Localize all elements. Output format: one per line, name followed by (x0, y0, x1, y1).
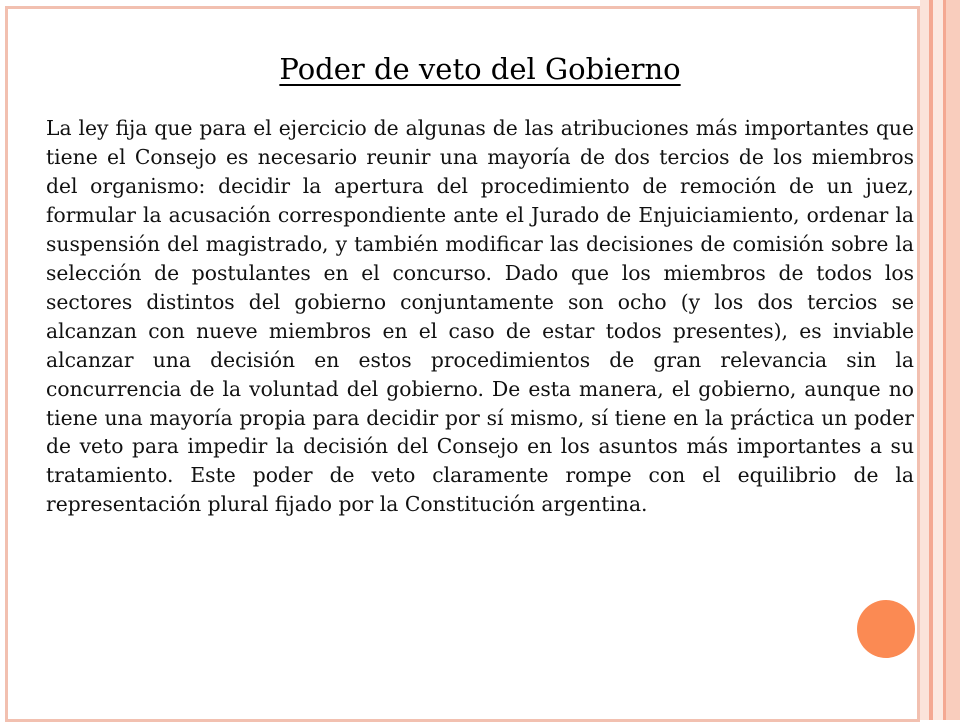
slide-body-text: La ley fija que para el ejercicio de algunas de las atribuciones más importantes que tiene el Consejo es necesario reunir una mayoría de dos tercios de los miembros del organismo: decidir la apertura del procedimiento de remoción de un juez, formular la acusación correspondiente ante el Jurado de Enjuiciamiento, ordenar la suspensión del magistrado, y también modificar las decisiones de comisión sobre la selección de postulantes en el concurso. Dado que los miembros de todos los sectores distintos del gobierno conjuntamente son ocho (y los dos tercios se alcanzan con nueve miembros en el caso de estar todos presentes), es inviable alcanzar una decisión en estos procedimientos de gran relevancia sin la concurrencia de la voluntad del gobierno. De esta manera, el gobierno, aunque no tiene una mayoría propia para decidir por sí mismo, sí tiene en la práctica un poder de veto para impedir la decisión del Consejo en los asuntos más importantes a su tratamiento. Este poder de veto claramente rompe con el equilibrio de la representación plural fijado por la Constitución argentina. (46, 116, 914, 517)
slide-title: Poder de veto del Gobierno (279, 52, 681, 86)
accent-circle (857, 600, 915, 658)
side-stripe (933, 0, 943, 720)
decorative-side-stripes (920, 0, 960, 720)
side-stripe (920, 0, 929, 720)
side-stripe (946, 0, 960, 720)
